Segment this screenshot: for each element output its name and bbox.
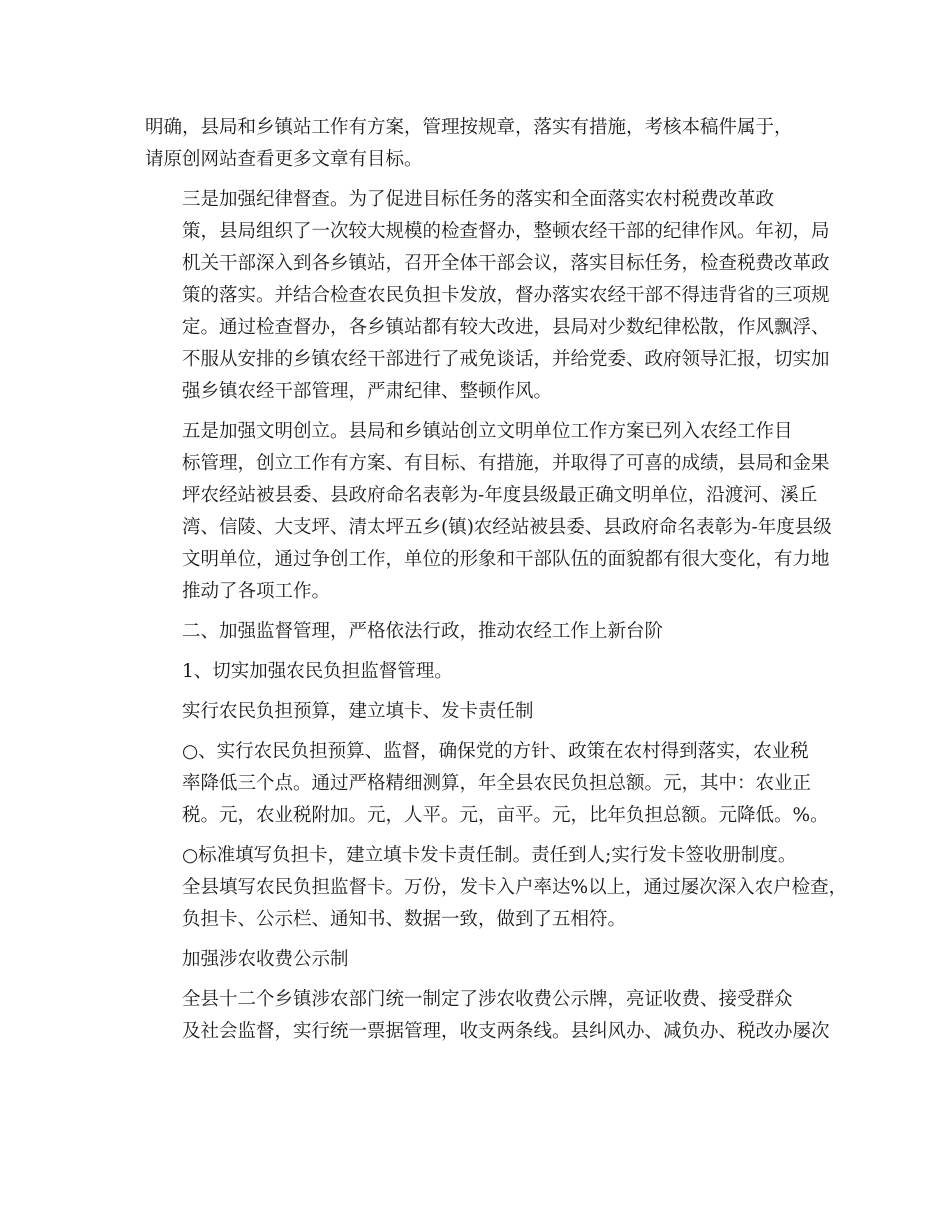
text-line: 三是加强纪律督查。为了促进目标任务的落实和全面落实农村税费改革政 [182, 189, 775, 210]
paragraph [145, 112, 810, 176]
text-line: 机关干部深入到各乡镇站，召开全体干部会议，落实目标任务，检查税费改革政 [182, 253, 830, 274]
paragraph [145, 184, 830, 408]
text-line: 文明单位，通过争创工作，单位的形象和干部队伍的面貌都有很大变化，有力地 [182, 549, 830, 570]
text-line: 明确，县局和乡镇站工作有方案，管理按规章，落实有措施，考核本稿件属于， [145, 117, 793, 138]
text-line: 二、加强监督管理，严格依法行政，推动农经工作上新台阶 [182, 621, 664, 642]
text-line: 及社会监督，实行统一票据管理，收支两条线。县纠风办、减负办、税改办屡次 [182, 1021, 830, 1042]
text-line: 加强涉农收费公示制 [182, 949, 349, 970]
paragraph [145, 616, 810, 648]
paragraph [145, 944, 810, 976]
text-line: ○、实行农民负担预算、监督，确保党的方针、政策在农村得到落实，农业税 [182, 741, 809, 762]
text-line: 策的落实。并结合检查农民负担卡发放，督办落实农经干部不得违背省的三项规 [182, 285, 830, 306]
paragraph [145, 736, 829, 832]
text-line: 湾、信陵、大支坪、清太坪五乡(镇)农经站被县委、县政府命名表彰为-年度县级 [182, 517, 832, 538]
document-page [145, 112, 848, 1056]
text-line: 不服从安排的乡镇农经干部进行了戒免谈话，并给党委、政府领导汇报，切实加 [182, 349, 830, 370]
paragraph [145, 984, 830, 1048]
text-line: 请原创网站查看更多文章有目标。 [145, 149, 423, 170]
text-line: 全县十二个乡镇涉农部门统一制定了涉农收费公示牌，亮证收费、接受群众 [182, 989, 793, 1010]
text-line: 强乡镇农经干部管理，严肃纪律、整顿作风。 [182, 381, 553, 402]
text-line: 坪农经站被县委、县政府命名表彰为-年度县级最正确文明单位，沿渡河、溪丘 [182, 485, 818, 506]
text-line: 1、切实加强农民负担监督管理。 [182, 661, 453, 682]
text-line: 实行农民负担预算，建立填卡、发卡责任制 [182, 701, 534, 722]
text-line: 税。元，农业税附加。元，人平。元，亩平。元，比年负担总额。元降低。%。 [182, 805, 829, 826]
text-line: 推动了各项工作。 [182, 581, 331, 602]
text-line: 全县填写农民负担监督卡。万份，发卡入户率达%以上，通过屡次深入农户检查， [182, 877, 848, 898]
text-line: 率降低三个点。通过严格精细测算，年全县农民负担总额。元，其中：农业正 [182, 773, 812, 794]
text-line: ○标准填写负担卡，建立填卡发卡责任制。责任到人;实行发卡签收册制度。 [182, 845, 797, 866]
text-line: 标管理，创立工作有方案、有目标、有措施，并取得了可喜的成绩，县局和金果 [182, 453, 830, 474]
text-line: 定。通过检查督办，各乡镇站都有较大改进，县局对少数纪律松散，作风飘浮、 [182, 317, 830, 338]
paragraph [145, 656, 810, 688]
paragraph [145, 840, 848, 936]
paragraph [145, 696, 810, 728]
paragraph [145, 416, 832, 608]
text-line: 五是加强文明创立。县局和乡镇站创立文明单位工作方案已列入农经工作目 [182, 421, 793, 442]
text-line: 策，县局组织了一次较大规模的检查督办，整顿农经干部的纪律作风。年初，局 [182, 221, 830, 242]
text-line: 负担卡、公示栏、通知书、数据一致，做到了五相符。 [182, 909, 627, 930]
